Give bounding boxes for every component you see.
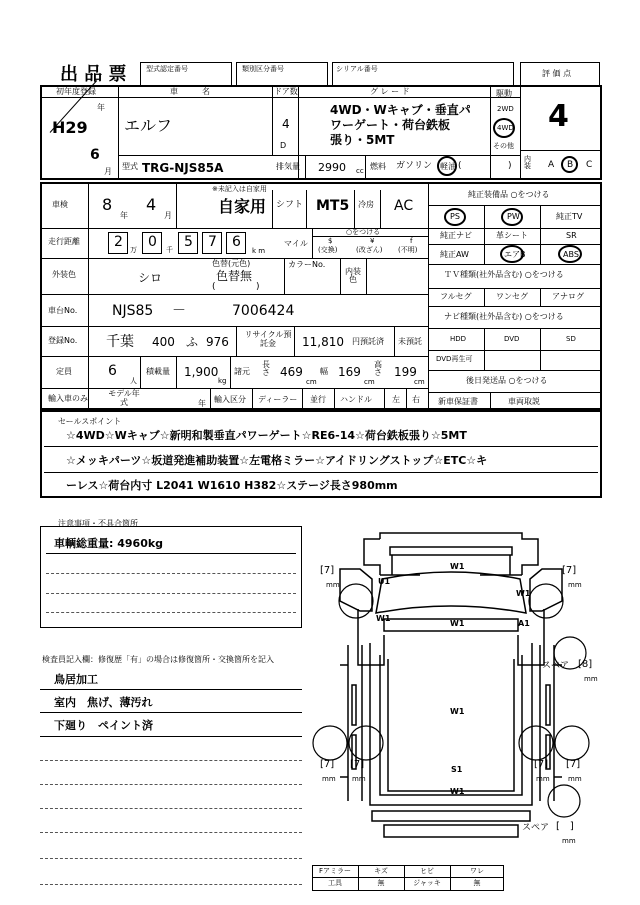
width-label: 幅 (320, 367, 328, 376)
width-value: 169 (338, 365, 361, 379)
circle-instruction: ○をつける (346, 228, 381, 236)
serial-label: シリアル番号 (336, 65, 378, 73)
tire-front-left-value: 7 (323, 565, 331, 576)
mileage-digit-1-value: 2 (114, 234, 123, 250)
length-label: 長さ (262, 360, 270, 377)
mileage-km: k m (252, 247, 266, 255)
length-unit: cm (306, 378, 317, 386)
tire-front-left: [7] (320, 565, 335, 576)
mileage-digit-2-value: 0 (148, 234, 157, 250)
mileage-man: 万 (130, 246, 137, 254)
nav-option-1: HDD (450, 335, 467, 343)
inspector-line-2: 室内 焦げ、薄汚れ (54, 696, 153, 709)
tire-rear-left-inner-value: 7 (353, 759, 361, 770)
color-no-label: 色替(元色) (212, 259, 251, 268)
frame-number: 7006424 (232, 303, 295, 319)
fuel-paren-close: ) (508, 161, 512, 171)
year-suffix: 年 (97, 103, 105, 112)
fuel-diesel: 軽油 (440, 162, 456, 171)
height-value: 199 (394, 365, 417, 379)
color-change: 色替無 (216, 269, 253, 283)
sales-point-line-2: ☆メッキパーツ☆坂道発進補助装置☆左電格ミラー☆アイドリングストップ☆ETC☆キ (66, 454, 488, 467)
equip-pw: PW (507, 212, 520, 221)
equipment-title: 純正装備品 ○をつける (468, 190, 550, 199)
grade-line-2: ワーゲート・荷台鉄板 (330, 118, 451, 132)
displacement-unit: cc (356, 167, 364, 175)
vehicle-damage-diagram (300, 525, 600, 875)
interior-label: 内装 (524, 155, 531, 170)
frame-label: 車台No. (48, 306, 78, 315)
sales-point-line-3: ーレス☆荷台内寸 L2041 W1610 H382☆ステージ長さ980mm (66, 479, 398, 492)
ac-value: AC (394, 198, 414, 214)
color-value: シロ (138, 271, 163, 285)
tire-rear-left-outer: [7] (320, 759, 335, 770)
tire-front-right-unit: mm (568, 581, 582, 589)
ac-label: 冷房 (358, 200, 374, 209)
legend-header-2: キズ (374, 867, 388, 875)
diagram-s1: S1 (451, 765, 463, 774)
shift-value: MT5 (316, 198, 350, 214)
diagram-w1-right: W1 (516, 589, 531, 598)
gross-weight: 車輌総重量: 4960kg (54, 537, 164, 550)
load-label: 積載量 (146, 367, 170, 376)
tv-title: ＴＶ種類(社外品含む) ○をつける (444, 270, 564, 279)
mileage-sen: 千 (166, 246, 173, 254)
color-paren-close: ) (256, 282, 260, 292)
month-suffix: 月 (104, 167, 112, 176)
fuel-paren-open: ( (458, 161, 462, 171)
first-reg-year: H29 (52, 118, 88, 137)
equip-aw: 純正AW (440, 250, 469, 259)
interior-b-circle (561, 156, 578, 173)
reg-class: 400 (152, 335, 175, 349)
equip-abs: ABS (563, 250, 579, 259)
diagram-w1-center: W1 (450, 619, 465, 628)
model-year-label: モデル年式 (108, 389, 140, 407)
spare-top-label: スペア (542, 661, 570, 671)
mileage-digit-5-value: 6 (232, 234, 241, 250)
usage-note: ※未記入は自家用 (212, 185, 267, 193)
width-unit: cm (364, 378, 375, 386)
spare-bottom-unit: mm (562, 837, 576, 845)
inspection-month: 4 (146, 195, 157, 214)
dvd-label: DVD再生可 (436, 355, 473, 363)
fuel-gasoline: ガソリン (396, 161, 433, 171)
model-cert-label: 型式認定番号 (146, 65, 188, 73)
aftermarket-option-1: 新車保証書 (438, 397, 478, 406)
reg-kana: ふ (186, 335, 199, 349)
frame-prefix: NJS85 (112, 303, 154, 319)
length-value: 469 (280, 365, 303, 379)
nav-option-2: DVD (504, 335, 520, 343)
doors-label: ドア数 (274, 87, 298, 96)
equip-nav: 純正ナビ (440, 231, 472, 240)
meter-tamper-symbol: ¥ (370, 237, 375, 245)
model-label: 型式 (122, 162, 138, 171)
reg-number: 976 (206, 335, 229, 349)
import-class-label: 輸入区分 (214, 395, 246, 404)
diagram-u1: U1 (378, 577, 391, 586)
equip-ps: PS (450, 212, 460, 221)
load-value: 1,900 (184, 365, 219, 379)
tire-rear-right-inner: [7] (534, 759, 549, 770)
inspection-year-suffix: 年 (120, 211, 128, 220)
tire-rear-right-outer: [7] (566, 759, 581, 770)
vehicle-name: エルフ (124, 116, 173, 135)
diagram-w1-mid: W1 (450, 707, 465, 716)
inspector-line-3: 下廻り ペイント済 (54, 719, 153, 732)
recycle-unpaid: 未預託 (398, 337, 422, 346)
grade-label: グ レ ー ド (370, 87, 410, 96)
dealer: ディーラー (258, 395, 298, 404)
legend-value-3: ジャッキ (413, 879, 441, 887)
equip-abs-circle (558, 245, 582, 263)
equip-sr: SR (566, 231, 577, 240)
doors-value: 4 (282, 117, 290, 131)
aftermarket-option-2: 車両取説 (508, 397, 540, 406)
recycle-amount: 11,810 (302, 335, 344, 349)
exterior-label: 外装色 (52, 270, 76, 279)
tire-rear-left-outer-value: 7 (323, 759, 331, 770)
capacity-unit: 人 (130, 377, 137, 385)
usage-value: 自家用 (218, 197, 267, 216)
diagram-a1: A1 (518, 619, 530, 628)
handle-label: ハンドル (340, 395, 372, 404)
legend-value-4: 無 (473, 879, 481, 887)
sales-point-line-1: ☆4WD☆Wキャブ☆新明和製垂直パワーゲート☆RE6-14☆荷台鉄板張り☆5MT (66, 429, 467, 442)
legend-header-3: ヒビ (420, 867, 434, 875)
mileage-digit-4-value: 7 (208, 234, 217, 250)
meter-unknown: (不明) (398, 246, 418, 254)
diagram-w1-top: W1 (450, 562, 465, 571)
reg-region: 千葉 (106, 334, 134, 350)
frame-dash: － (172, 303, 186, 319)
legend-value-2: 無 (377, 879, 385, 887)
height-label: 高さ (374, 360, 382, 377)
drive-4wd-circle (493, 118, 515, 138)
interior-color-label: 内装色 (345, 267, 361, 284)
recycle-label: リサイクル預託金 (244, 330, 292, 348)
model-value: TRG-NJS85A (142, 161, 224, 175)
name-label: 車 名 (170, 87, 210, 96)
displacement-value: 2990 (318, 161, 346, 174)
notes-title: 注意事項・不具合箇所 (58, 519, 138, 528)
interior-b: B (567, 160, 574, 170)
meter-exchange: (交換) (318, 246, 338, 254)
spare-top-value: 8 (581, 659, 589, 670)
tv-option-2: ワンセグ (496, 292, 528, 301)
doors-suffix: D (280, 141, 287, 150)
grade-line-1: 4WD・Wキャブ・垂直パ (330, 103, 471, 117)
legend-header-1: Fアミラー (318, 867, 352, 875)
dims-label: 諸元 (234, 367, 250, 376)
inspection-label: 車検 (52, 200, 68, 209)
spare-bottom-tread: [ ] (556, 821, 574, 832)
spare-bottom-label: スペア (522, 823, 550, 833)
model-year-suffix: 年 (198, 399, 206, 408)
drive-4wd: 4WD (497, 124, 514, 132)
diagram-w1-left: W1 (376, 614, 391, 623)
sales-point-label: セールスポイント (58, 417, 122, 426)
class-label: 類別区分番号 (242, 65, 284, 73)
equip-tv: 純正TV (556, 212, 583, 221)
handle-left: 左 (392, 395, 400, 404)
meter-tamper: (改ざん) (356, 246, 383, 254)
tire-front-left-unit: mm (326, 581, 340, 589)
inspection-year: 8 (102, 195, 113, 214)
equip-airbag-circle (500, 245, 524, 263)
score-label: 評 価 点 (542, 69, 572, 78)
legend-header-4: ワレ (470, 867, 484, 875)
mileage-label: 走行距離 (48, 237, 80, 246)
displacement-label: 排気量 (276, 162, 300, 171)
first-reg-label: 初年度登録 (56, 87, 96, 96)
height-unit: cm (414, 378, 425, 386)
first-reg-month: 6 (90, 147, 100, 163)
import-label: 輸入車のみ (48, 394, 88, 403)
tire-rear-left-outer-unit: mm (322, 775, 336, 783)
reg-label: 登録No. (48, 336, 78, 345)
tire-rear-right-outer-value: 7 (569, 759, 577, 770)
parallel: 並行 (310, 395, 326, 404)
equip-airbag: エアB (504, 250, 526, 259)
fuel-diesel-circle (437, 156, 457, 176)
recycle-status: 円預託済 (352, 337, 384, 346)
inspector-title: 検査員記入欄：修復歴「有」の場合は修復箇所・交換箇所を記入 (42, 655, 274, 664)
tire-rear-right-inner-value: 7 (537, 759, 545, 770)
inspector-line-1: 鳥居加工 (54, 673, 98, 686)
load-unit: kg (218, 377, 227, 385)
grade-line-3: 張り・5MT (330, 133, 395, 147)
tire-front-right-value: 7 (565, 565, 573, 576)
interior-c: C (586, 160, 593, 170)
drive-other: その他 (493, 142, 514, 150)
nav-title: ナビ種類(社外品含む) ○をつける (444, 312, 564, 321)
tire-rear-left-inner: [7] (350, 759, 365, 770)
capacity-label: 定員 (56, 367, 72, 376)
equip-leather: 革シート (496, 231, 528, 240)
meter-unknown-symbol: f (410, 237, 413, 245)
drive-label: 駆動 (496, 89, 512, 98)
mileage-digit-3-value: 5 (184, 234, 193, 250)
fuel-label: 燃料 (370, 162, 386, 171)
tv-option-1: フルセグ (440, 292, 472, 301)
inspection-month-suffix: 月 (164, 211, 172, 220)
nav-option-3: SD (566, 335, 576, 343)
shift-label: シフト (276, 200, 304, 210)
equip-ps-circle (444, 208, 466, 226)
aftermarket-title: 後日発送品 ○をつける (466, 376, 548, 385)
capacity-value: 6 (108, 363, 117, 379)
tire-rear-right-inner-unit: mm (536, 775, 550, 783)
tire-rear-right-outer-unit: mm (568, 775, 582, 783)
page-title: 出 品 票 (60, 64, 127, 85)
color-paren-open: ( (212, 282, 216, 292)
diagram-w1-bottom: W1 (450, 787, 465, 796)
spare-top-unit: mm (584, 675, 598, 683)
tire-rear-left-inner-unit: mm (352, 775, 366, 783)
score-value: 4 (548, 99, 569, 134)
color-code-label: カラーNo. (288, 260, 326, 269)
interior-a: A (548, 160, 555, 170)
handle-right: 右 (412, 395, 420, 404)
miles-label: マイル (284, 239, 308, 248)
drive-2wd: 2WD (497, 105, 514, 113)
equip-pw-circle (501, 208, 523, 226)
spare-top-tread: [8] (578, 659, 593, 670)
meter-exchange-symbol: $ (328, 237, 333, 245)
legend-value-1: 工具 (328, 879, 342, 887)
tv-option-3: アナログ (552, 292, 584, 301)
tire-front-right: [7] (562, 565, 577, 576)
